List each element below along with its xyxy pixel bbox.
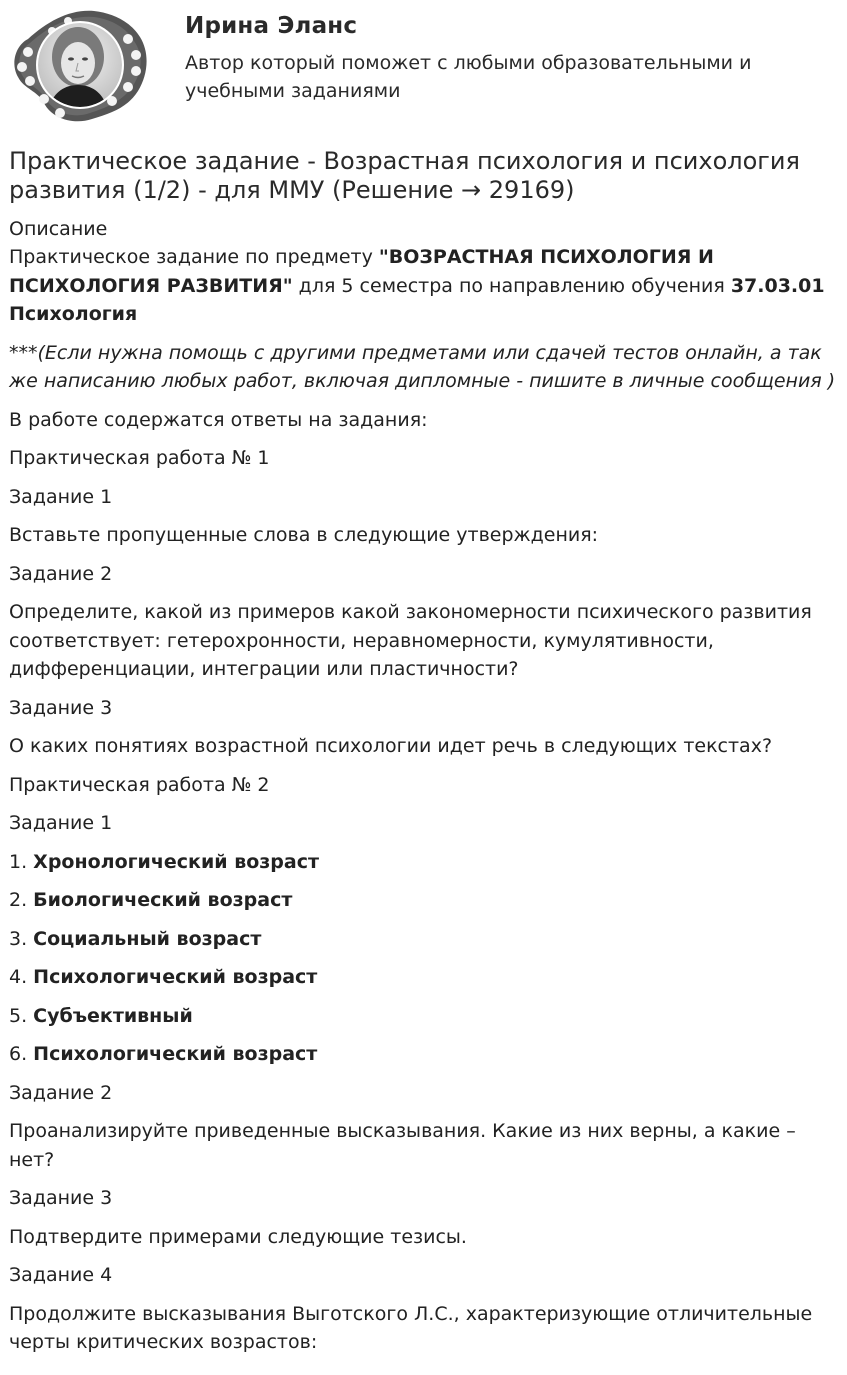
list-item [9, 925, 839, 954]
work1-task1-label: Задание 1 [9, 485, 113, 508]
list-item-text: Психологический возраст [33, 966, 318, 988]
work2-title: Практическая работа № 2 [9, 773, 270, 796]
page-title: Практическое задание - Возрастная психология и психология развития (1/2) - для ММУ (Решение → 29169) [9, 147, 800, 204]
work1-task2-text: Определите, какой из примеров какой закономерности психического развития соответствует: гетерохронности, неравномерности, кумулятивности, дифференциации, интеграции или пластичности? [9, 601, 812, 680]
list-item-number: 3. [9, 927, 34, 950]
work2-task2-label: Задание 2 [9, 1081, 113, 1104]
list-item-number: 4. [9, 966, 34, 988]
list-item-text: Психологический возраст [33, 1043, 318, 1065]
author-header [0, 0, 847, 130]
work2-task3-label: Задание 3 [9, 1187, 113, 1209]
intro-subject: "ВОЗРАСТНАЯ ПСИХОЛОГИЯ И ПСИХОЛОГИЯ РАЗВИТИЯ" [9, 246, 714, 297]
intro-middle: для 5 семестра по направлению обучения [292, 274, 731, 297]
help-note: ***(Если нужна помощь с другими предметами или сдачей тестов онлайн, а так же написанию любых работ, включая дипломные - пишите в личные сообщения ) [9, 341, 836, 392]
list-item-number: 6. [9, 1043, 34, 1065]
work2-task3-text: Подтвердите примерами следующие тезисы. [9, 1225, 467, 1248]
contents-label: В работе содержатся ответы на задания: [9, 408, 428, 431]
list-item-number: 1. [9, 850, 34, 873]
description-label: Описание [9, 218, 108, 240]
work2-task2-text: Проанализируйте приведенные высказывания. Какие из них верны, а какие – нет? [9, 1120, 796, 1171]
main-content [9, 147, 839, 1367]
list-item [9, 1040, 839, 1069]
work1-title: Практическая работа № 1 [9, 447, 270, 469]
list-item [9, 848, 839, 877]
author-description: Автор который поможет с любыми образовательными и учебными заданиями [185, 52, 752, 102]
list-item-text: Хронологический возраст [33, 850, 320, 873]
work2-task1-label: Задание 1 [9, 812, 113, 834]
list-item-text: Субъективный [33, 1004, 193, 1027]
list-item-text: Биологический возраст [33, 889, 293, 911]
intro-paragraph [9, 243, 839, 329]
work2-task4-label: Задание 4 [9, 1264, 113, 1286]
list-item-number: 2. [9, 889, 34, 911]
author-avatar[interactable] [8, 7, 150, 127]
intro-direction: 37.03.01 Психология [9, 274, 825, 325]
intro-prefix: Практическое задание по предмету [9, 246, 379, 268]
list-item-text: Социальный возраст [33, 927, 262, 950]
author-name[interactable]: Ирина Эланс [185, 13, 358, 39]
work2-task4-text: Продолжите высказывания Выготского Л.С., характеризующие отличительные черты критических возрастов: [9, 1302, 813, 1353]
work1-task1-text: Вставьте пропущенные слова в следующие утверждения: [9, 524, 599, 546]
list-item-number: 5. [9, 1004, 34, 1027]
list-item [9, 886, 839, 915]
list-item [9, 963, 839, 992]
list-item [9, 1002, 839, 1031]
work1-task2-label: Задание 2 [9, 562, 113, 585]
work1-task3-text: О каких понятиях возрастной психологии идет речь в следующих текстах? [9, 735, 773, 757]
work1-task3-label: Задание 3 [9, 696, 113, 719]
